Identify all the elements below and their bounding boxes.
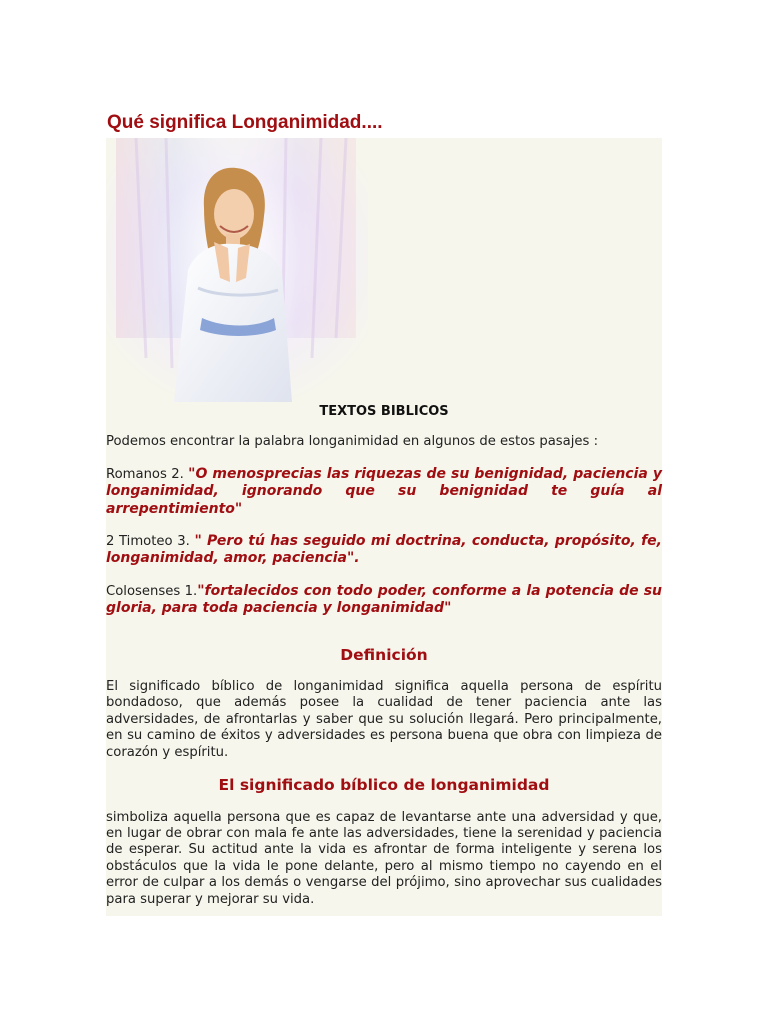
verse-quote: " Pero tú has seguido mi doctrina, conducta, propósito, fe, longanimidad, amor, paciencia".: [106, 533, 662, 567]
article-body: [106, 402, 662, 908]
definition-heading: Definición: [340, 645, 428, 664]
verse-timoteo: [106, 533, 662, 568]
section-subheading: TEXTOS BIBLICOS: [319, 404, 449, 419]
verse-romanos: [106, 466, 662, 518]
meaning-paragraph: simboliza aquella persona que es capaz de levantarse ante una adversidad y que, en lugar de obrar con mala fe ante las adversidades, tiene la serenidad y paciencia de esperar. Su actitud ante la vida es afrontar de forma inteligente y serena los obstáculos que la vida le pone delante, pero al mismo tiempo no cayendo en el error de culpar a los demás o vengarse del prójimo, sino aprovechar sus cualidades para superar y mejorar su vida.: [106, 809, 662, 907]
verse-quote: "fortalecidos con todo poder, conforme a la potencia de su gloria, para toda paciencia y longanimidad": [106, 582, 662, 617]
intro-paragraph: Podemos encontrar la palabra longanimidad en algunos de estos pasajes :: [106, 434, 599, 450]
meaning-heading: El significado bíblico de longanimidad: [218, 776, 550, 795]
verse-colosenses: [106, 583, 662, 618]
content-panel: [106, 138, 662, 916]
verse-reference: 2 Timoteo 3.: [106, 534, 195, 550]
definition-paragraph: El significado bíblico de longanimidad significa aquella persona de espíritu bondadoso, que además posee la cualidad de tener paciencia ante las adversidades, de afrontarlas y saber que su solución llegará. Pero principalmente, en su camino de éxitos y adversidades es persona buena que obra con limpieza de corazón y espíritu.: [106, 679, 662, 760]
verse-quote: "O menosprecias las riquezas de su benignidad, paciencia y longanimidad, ignorando que su benignidad te guía al arrepentimiento": [106, 465, 662, 517]
verse-reference: Colosenses 1.: [106, 583, 198, 599]
woman-praying-illustration: [106, 138, 368, 402]
verse-reference: Romanos 2.: [106, 466, 189, 482]
page-title: Qué significa Longanimidad....: [107, 112, 383, 133]
